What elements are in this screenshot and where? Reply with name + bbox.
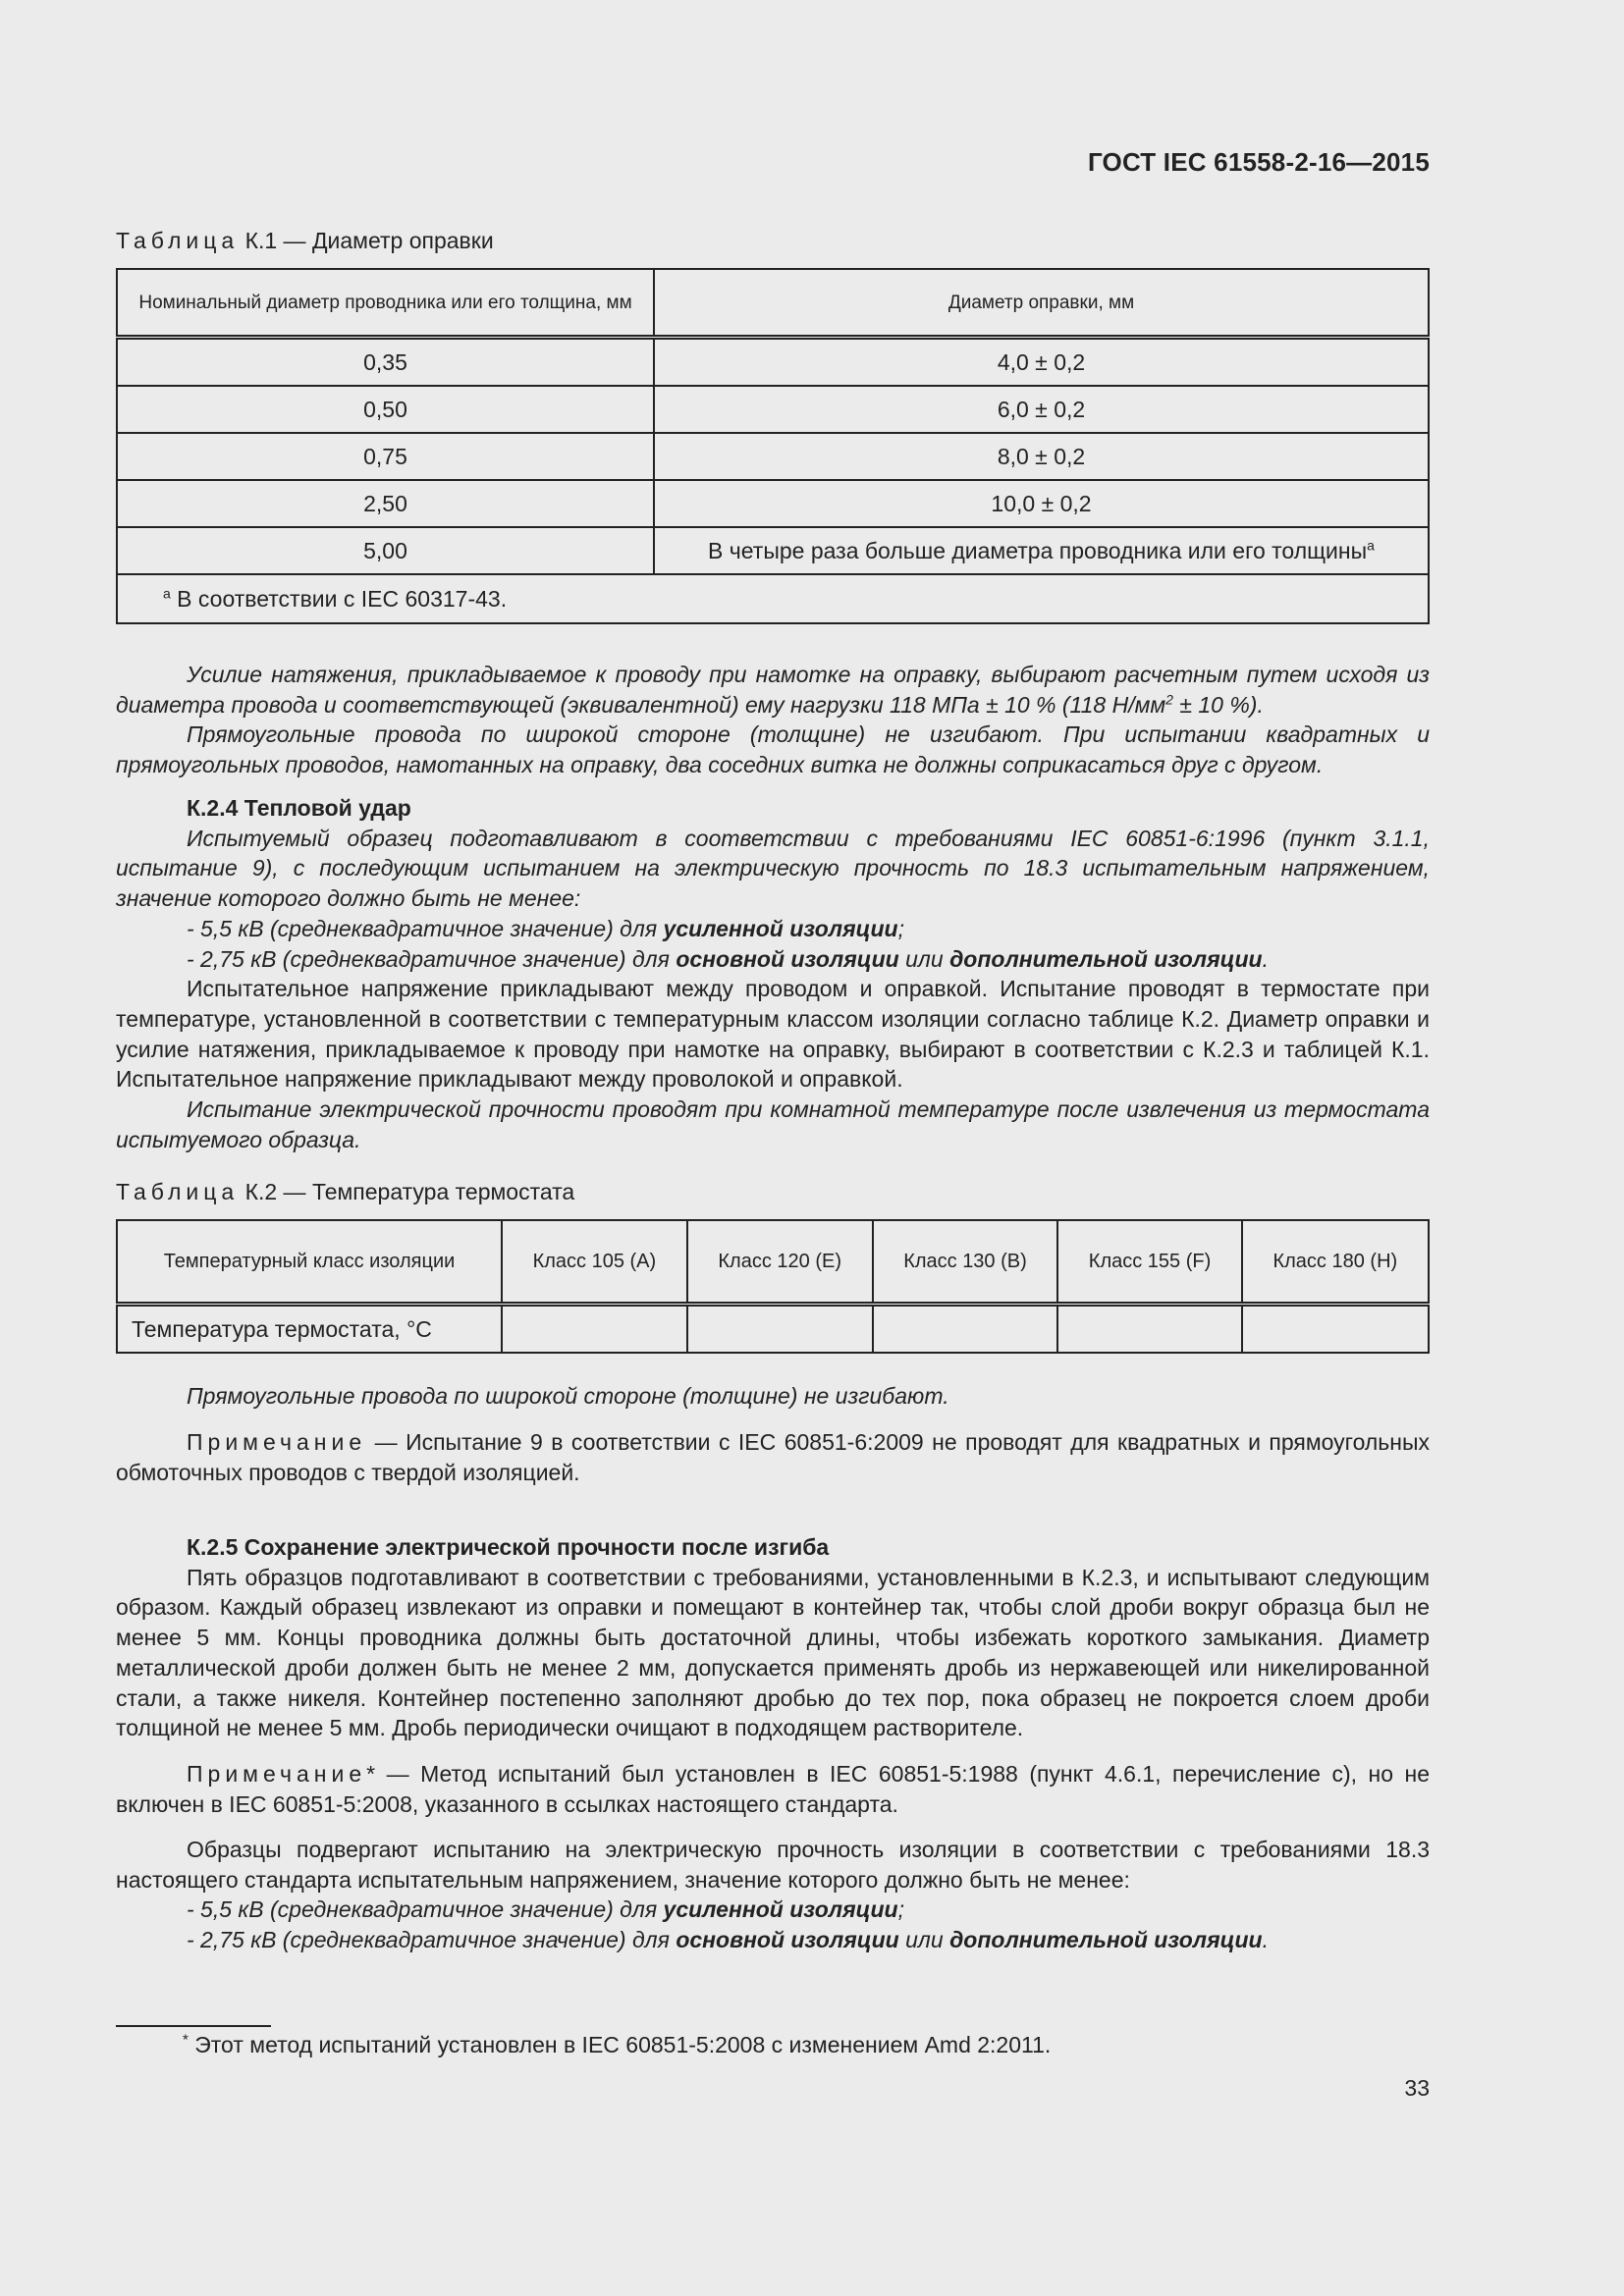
table-cell: 10,0 ± 0,2 <box>654 480 1429 527</box>
paragraph-tension-force <box>116 660 1430 720</box>
list-text: - 2,75 кВ (среднеквадратичное значение) для <box>187 1927 677 1953</box>
emphasis-term: усиленной изоляции <box>663 915 898 941</box>
list-text: . <box>1262 945 1269 972</box>
list-item <box>116 944 1430 975</box>
document-header: ГОСТ IEC 61558-2-16—2015 <box>1087 147 1430 177</box>
table-thermostat-temperature <box>116 1219 1430 1354</box>
table-cell-text: В четыре раза больше диаметра проводника или его толщины <box>708 537 1368 563</box>
table1-header-cell: Номинальный диаметр проводника или его толщина, мм <box>117 269 654 338</box>
table-mandrel-diameter <box>116 268 1430 624</box>
table2-header-cell: Класс 180 (Н) <box>1242 1220 1429 1305</box>
table-cell: 6,0 ± 0,2 <box>654 386 1429 433</box>
superscript: 2 <box>1165 691 1173 708</box>
table-row <box>117 386 1429 433</box>
table-row <box>117 338 1429 387</box>
table1-footnote-row <box>117 574 1429 623</box>
list-item <box>116 914 1430 944</box>
table-cell <box>687 1305 873 1354</box>
section-k25 <box>116 1532 1430 1743</box>
table2-header-cell: Класс 155 (F) <box>1057 1220 1241 1305</box>
note-2 <box>116 1759 1430 1819</box>
emphasis-term: усиленной изоляции <box>663 1896 898 1923</box>
section-k24 <box>116 793 1430 1154</box>
note-star: * <box>366 1761 376 1787</box>
table1-header-row <box>117 269 1429 338</box>
footnote-text: Этот метод испытаний установлен в IEC 60851-5:2008 с изменением Amd 2:2011. <box>188 2032 1052 2057</box>
page-footnote <box>183 2032 1051 2058</box>
note-text: — Метод испытаний был установлен в IEC 60851-5:1988 (пункт 4.6.1, перечисление с), но не включен в IEC 60851-5:2008, указанного в ссылках настоящего стандарта. <box>116 1761 1430 1817</box>
table-cell: 4,0 ± 0,2 <box>654 338 1429 387</box>
table-cell: 0,75 <box>117 433 654 480</box>
note-label: Примечание <box>187 1761 367 1787</box>
footnote-separator <box>116 2025 271 2027</box>
table1-footnote <box>117 574 1429 623</box>
page-number: 33 <box>1404 2075 1430 2101</box>
table1-caption-title: К.1 — Диаметр оправки <box>239 228 494 253</box>
body-text-block-3 <box>116 1835 1430 1955</box>
table-cell: 5,00 <box>117 527 654 574</box>
note-label: Примечание <box>187 1429 367 1455</box>
table-row <box>117 480 1429 527</box>
section-heading-k25: К.2.5 Сохранение электрической прочности после изгиба <box>187 1534 830 1560</box>
paragraph-dielectric-test: Образцы подвергают испытанию на электрическую прочность изоляции в соответствии с требованиями 18.3 настоящего стандарта испытательным напряжением, значение которого должно быть не менее: <box>116 1837 1430 1893</box>
table-cell: 0,35 <box>117 338 654 387</box>
table-cell: 8,0 ± 0,2 <box>654 433 1429 480</box>
note-1 <box>116 1427 1430 1487</box>
table1-caption-word: Таблица <box>116 228 240 253</box>
table2-header-cell: Температурный класс изоляции <box>117 1220 502 1305</box>
paragraph-text: Усилие натяжения, прикладываемое к проводу при намотке на оправку, выбирают расчетным путем исходя из диаметра провода и соответствующей (эквивалентной) ему нагрузки 118 МПа ± 10 % (118 Н/мм <box>116 662 1430 718</box>
paragraph-rectangular-wires: Прямоугольные провода по широкой стороне (толщине) не изгибают. При испытании квадратных и прямоугольных проводов, намотанных на оправку, два соседних витка не должны соприкасаться друг с другом. <box>116 721 1430 778</box>
table-row <box>117 527 1429 574</box>
emphasis-term: дополнительной изоляции <box>949 1927 1263 1953</box>
emphasis-term: основной изоляции <box>676 1927 899 1953</box>
table-cell: Температура термостата, °С <box>117 1305 502 1354</box>
body-text-block-2 <box>116 1381 1430 1412</box>
table2-caption-word: Таблица <box>116 1179 240 1204</box>
table2-header-row <box>117 1220 1429 1305</box>
table1-caption <box>116 228 494 254</box>
table1-header-cell: Диаметр оправки, мм <box>654 269 1429 338</box>
list-item <box>116 1895 1430 1925</box>
table-cell: 0,50 <box>117 386 654 433</box>
table-cell-with-footnote <box>654 527 1429 574</box>
emphasis-term: дополнительной изоляции <box>949 945 1263 972</box>
footnote-mark: a <box>163 584 171 601</box>
note-block-1 <box>116 1427 1430 1487</box>
paragraph-bending-samples: Пять образцов подготавливают в соответствии с требованиями, установленными в К.2.3, и испытывают следующим образом. Каждый образец извлекают из оправки и помещают в контейнер так, чтобы слой дроби вокруг образца был не менее 5 мм. Концы проводника должны быть достаточной длины, чтобы избежать короткого замыкания. Диаметр металлической дроби должен быть не менее 2 мм, допускается применять дробь из нержавеющей или никелированной стали, а также никеля. Контейнер постепенно заполняют дробью до тех пор, пока образец не покроется слоем дроби толщиной не менее 5 мм. Дробь периодически очищают в подходящем растворителе. <box>116 1564 1430 1741</box>
table2-caption <box>116 1179 574 1205</box>
footnote-mark: * <box>183 2031 189 2049</box>
list-text: . <box>1262 1927 1269 1953</box>
paragraph-text: ± 10 %). <box>1172 691 1264 718</box>
table2-header-cell: Класс 130 (В) <box>873 1220 1058 1305</box>
table1-footnote-text: В соответствии с IEC 60317-43. <box>170 585 508 612</box>
table-row <box>117 1305 1429 1354</box>
list-text: ; <box>897 915 904 941</box>
emphasis-term: основной изоляции <box>676 945 899 972</box>
footnote-mark: a <box>1367 536 1375 553</box>
table-cell <box>873 1305 1058 1354</box>
paragraph-no-bending: Прямоугольные провода по широкой стороне (толщине) не изгибают. <box>187 1383 949 1409</box>
table-cell: 2,50 <box>117 480 654 527</box>
body-text-block-1 <box>116 660 1430 780</box>
list-text: - 5,5 кВ (среднеквадратичное значение) для <box>187 1896 664 1923</box>
note-block-2 <box>116 1759 1430 1819</box>
list-text: - 5,5 кВ (среднеквадратичное значение) для <box>187 915 664 941</box>
paragraph-room-temp-test: Испытание электрической прочности проводят при комнатной температуре после извлечения из термостата испытуемого образца. <box>116 1096 1430 1152</box>
note-text: — Испытание 9 в соответствии с IEC 60851-6:2009 не проводят для квадратных и прямоугольных обмоточных проводов с твердой изоляцией. <box>116 1429 1430 1485</box>
list-item <box>116 1925 1430 1955</box>
table2-caption-title: К.2 — Температура термостата <box>239 1179 575 1204</box>
table-cell <box>1057 1305 1241 1354</box>
table2-header-cell: Класс 105 (А) <box>502 1220 687 1305</box>
paragraph-test-voltage: Испытательное напряжение прикладывают между проводом и оправкой. Испытание проводят в термостате при температуре, установленной в соответствии с температурным классом изоляции согласно таблице К.2. Диаметр оправки и усилие натяжения, прикладываемое к проводу при намотке на оправку, выбирают в соответствии с К.2.3 и таблицей К.1. Испытательное напряжение прикладывают между проволокой и оправкой. <box>116 976 1430 1093</box>
paragraph-sample-prep: Испытуемый образец подготавливают в соответствии с требованиями IEC 60851-6:1996 (пункт 3.1.1, испытание 9), с последующим испытанием на электрическую прочность по 18.3 испытательным напряжением, значение которого должно быть не менее: <box>116 825 1430 912</box>
list-text: или <box>898 945 950 972</box>
table-cell <box>502 1305 687 1354</box>
list-text: - 2,75 кВ (среднеквадратичное значение) для <box>187 945 677 972</box>
table-row <box>117 433 1429 480</box>
list-text: или <box>898 1927 950 1953</box>
table2-header-cell: Класс 120 (Е) <box>687 1220 873 1305</box>
table-cell <box>1242 1305 1429 1354</box>
list-text: ; <box>897 1896 904 1923</box>
section-heading-k24: К.2.4 Тепловой удар <box>187 795 411 821</box>
